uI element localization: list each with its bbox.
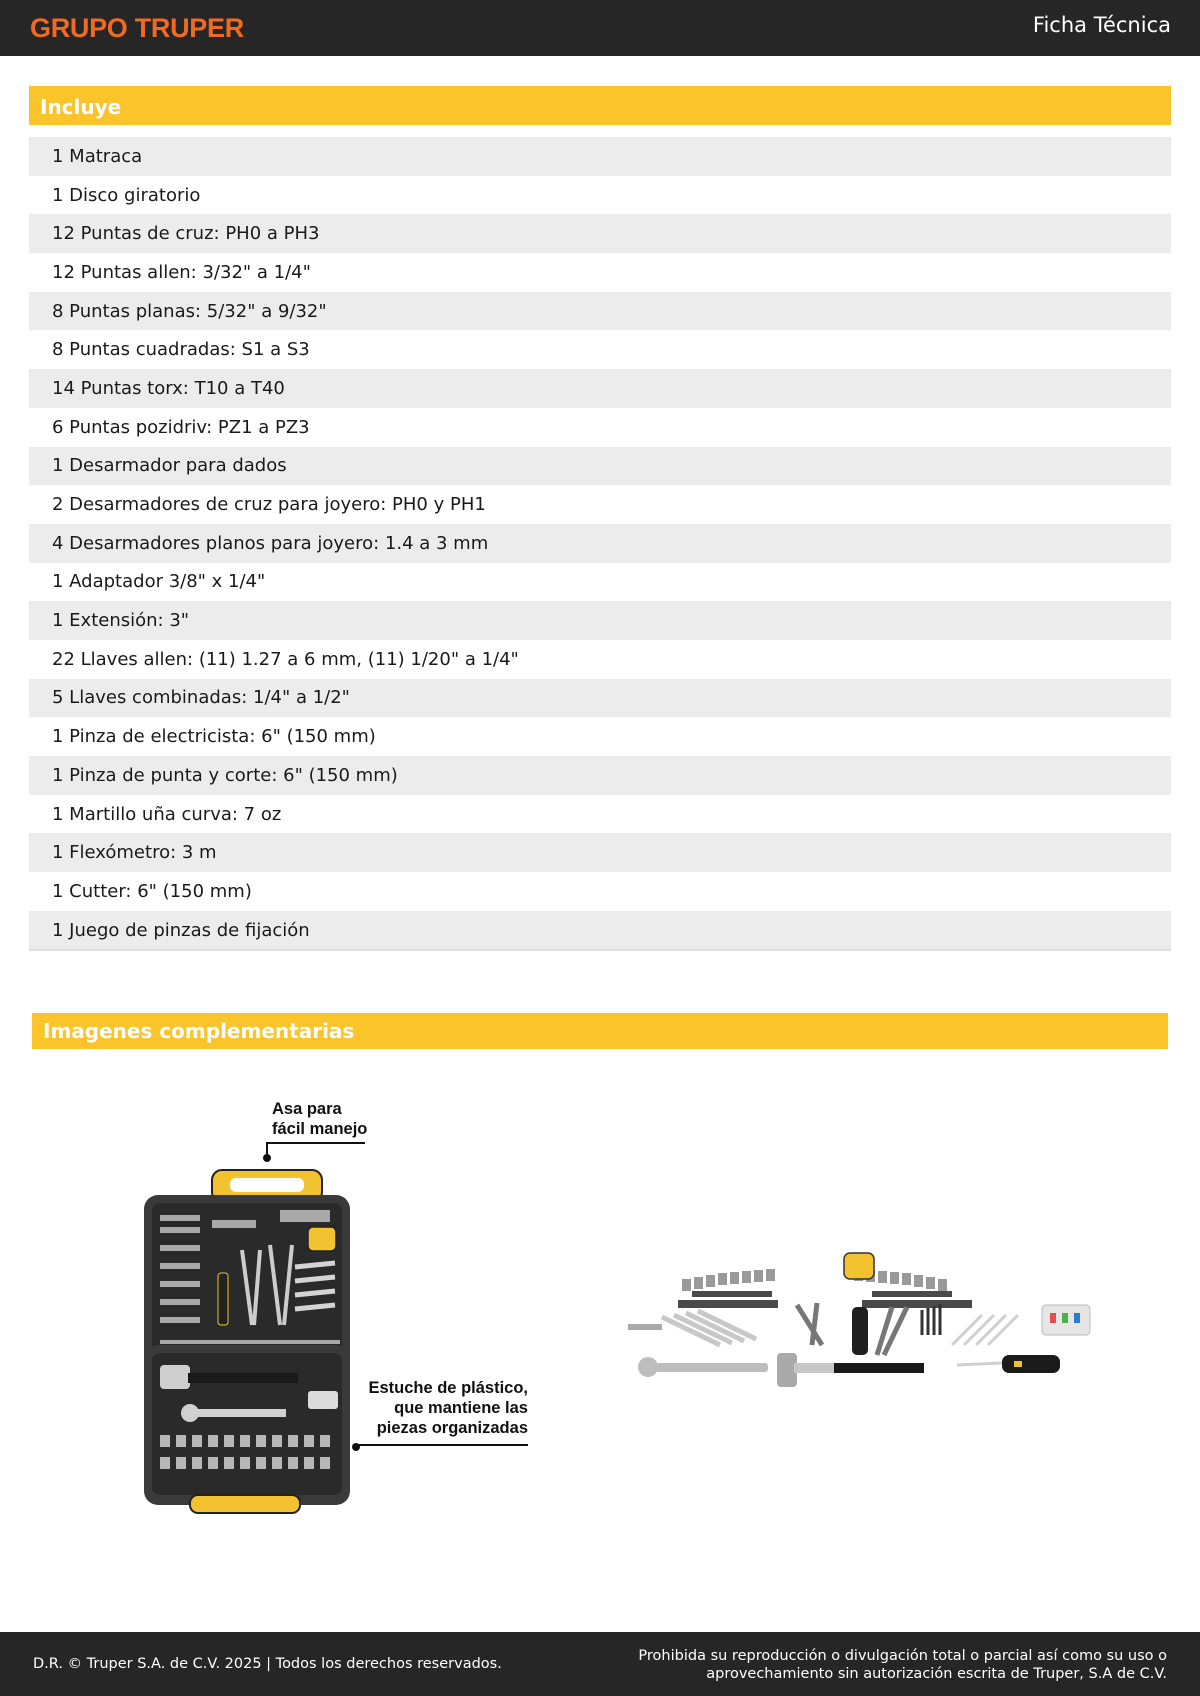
list-item: 1 Disco giratorio xyxy=(29,176,1171,215)
tool-case-illustration xyxy=(130,1095,550,1515)
list-item: 1 Desarmador para dados xyxy=(29,447,1171,486)
list-item: 8 Puntas cuadradas: S1 a S3 xyxy=(29,330,1171,369)
tools-spread-illustration xyxy=(622,1245,1097,1395)
caption-handle: Asa para fácil manejo xyxy=(272,1100,368,1138)
list-item: 12 Puntas de cruz: PH0 a PH3 xyxy=(29,214,1171,253)
list-item: 12 Puntas allen: 3/32" a 1/4" xyxy=(29,253,1171,292)
caption-case: Estuche de plástico, que mantiene las piezas organizadas xyxy=(368,1379,528,1437)
section-title-imagenes: Imagenes complementarias xyxy=(43,1019,355,1043)
list-item: 2 Desarmadores de cruz para joyero: PH0 y PH1 xyxy=(29,485,1171,524)
list-item: 1 Martillo uña curva: 7 oz xyxy=(29,795,1171,834)
list-item: 1 Juego de pinzas de fijación xyxy=(29,911,1171,950)
list-item: 6 Puntas pozidriv: PZ1 a PZ3 xyxy=(29,408,1171,447)
truper-logo: GRUPO TRUPER xyxy=(30,13,244,43)
footer-copyright: D.R. © Truper S.A. de C.V. 2025 | Todos los derechos reservados. xyxy=(33,1656,502,1672)
list-item: 1 Flexómetro: 3 m xyxy=(29,833,1171,872)
footer-disclaimer: Prohibida su reproducción o divulgación total o parcial así como su uso o aprovechamiento sin autorización escrita de Truper, S.A de C.V. xyxy=(638,1648,1167,1682)
list-item: 14 Puntas torx: T10 a T40 xyxy=(29,369,1171,408)
list-item: 8 Puntas planas: 5/32" a 9/32" xyxy=(29,292,1171,331)
incluye-list xyxy=(29,137,1171,951)
list-item: 5 Llaves combinadas: 1/4" a 1/2" xyxy=(29,679,1171,718)
list-item: 22 Llaves allen: (11) 1.27 a 6 mm, (11) 1/20" a 1/4" xyxy=(29,640,1171,679)
list-item: 1 Cutter: 6" (150 mm) xyxy=(29,872,1171,911)
case-image xyxy=(130,1095,550,1515)
list-item: 1 Pinza de punta y corte: 6" (150 mm) xyxy=(29,756,1171,795)
section-title-incluye: Incluye xyxy=(40,95,122,119)
list-item: 4 Desarmadores planos para joyero: 1.4 a 3 mm xyxy=(29,524,1171,563)
list-item: 1 Matraca xyxy=(29,137,1171,176)
doc-title: Ficha Técnica xyxy=(1032,13,1171,37)
section-header-imagenes xyxy=(32,1013,1168,1049)
page-header xyxy=(0,0,1200,56)
list-item: 1 Pinza de electricista: 6" (150 mm) xyxy=(29,717,1171,756)
tools-spread-image xyxy=(622,1245,1097,1395)
page-footer xyxy=(0,1632,1200,1696)
list-item: 1 Extensión: 3" xyxy=(29,601,1171,640)
section-header-incluye xyxy=(29,86,1171,125)
list-item: 1 Adaptador 3/8" x 1/4" xyxy=(29,563,1171,602)
